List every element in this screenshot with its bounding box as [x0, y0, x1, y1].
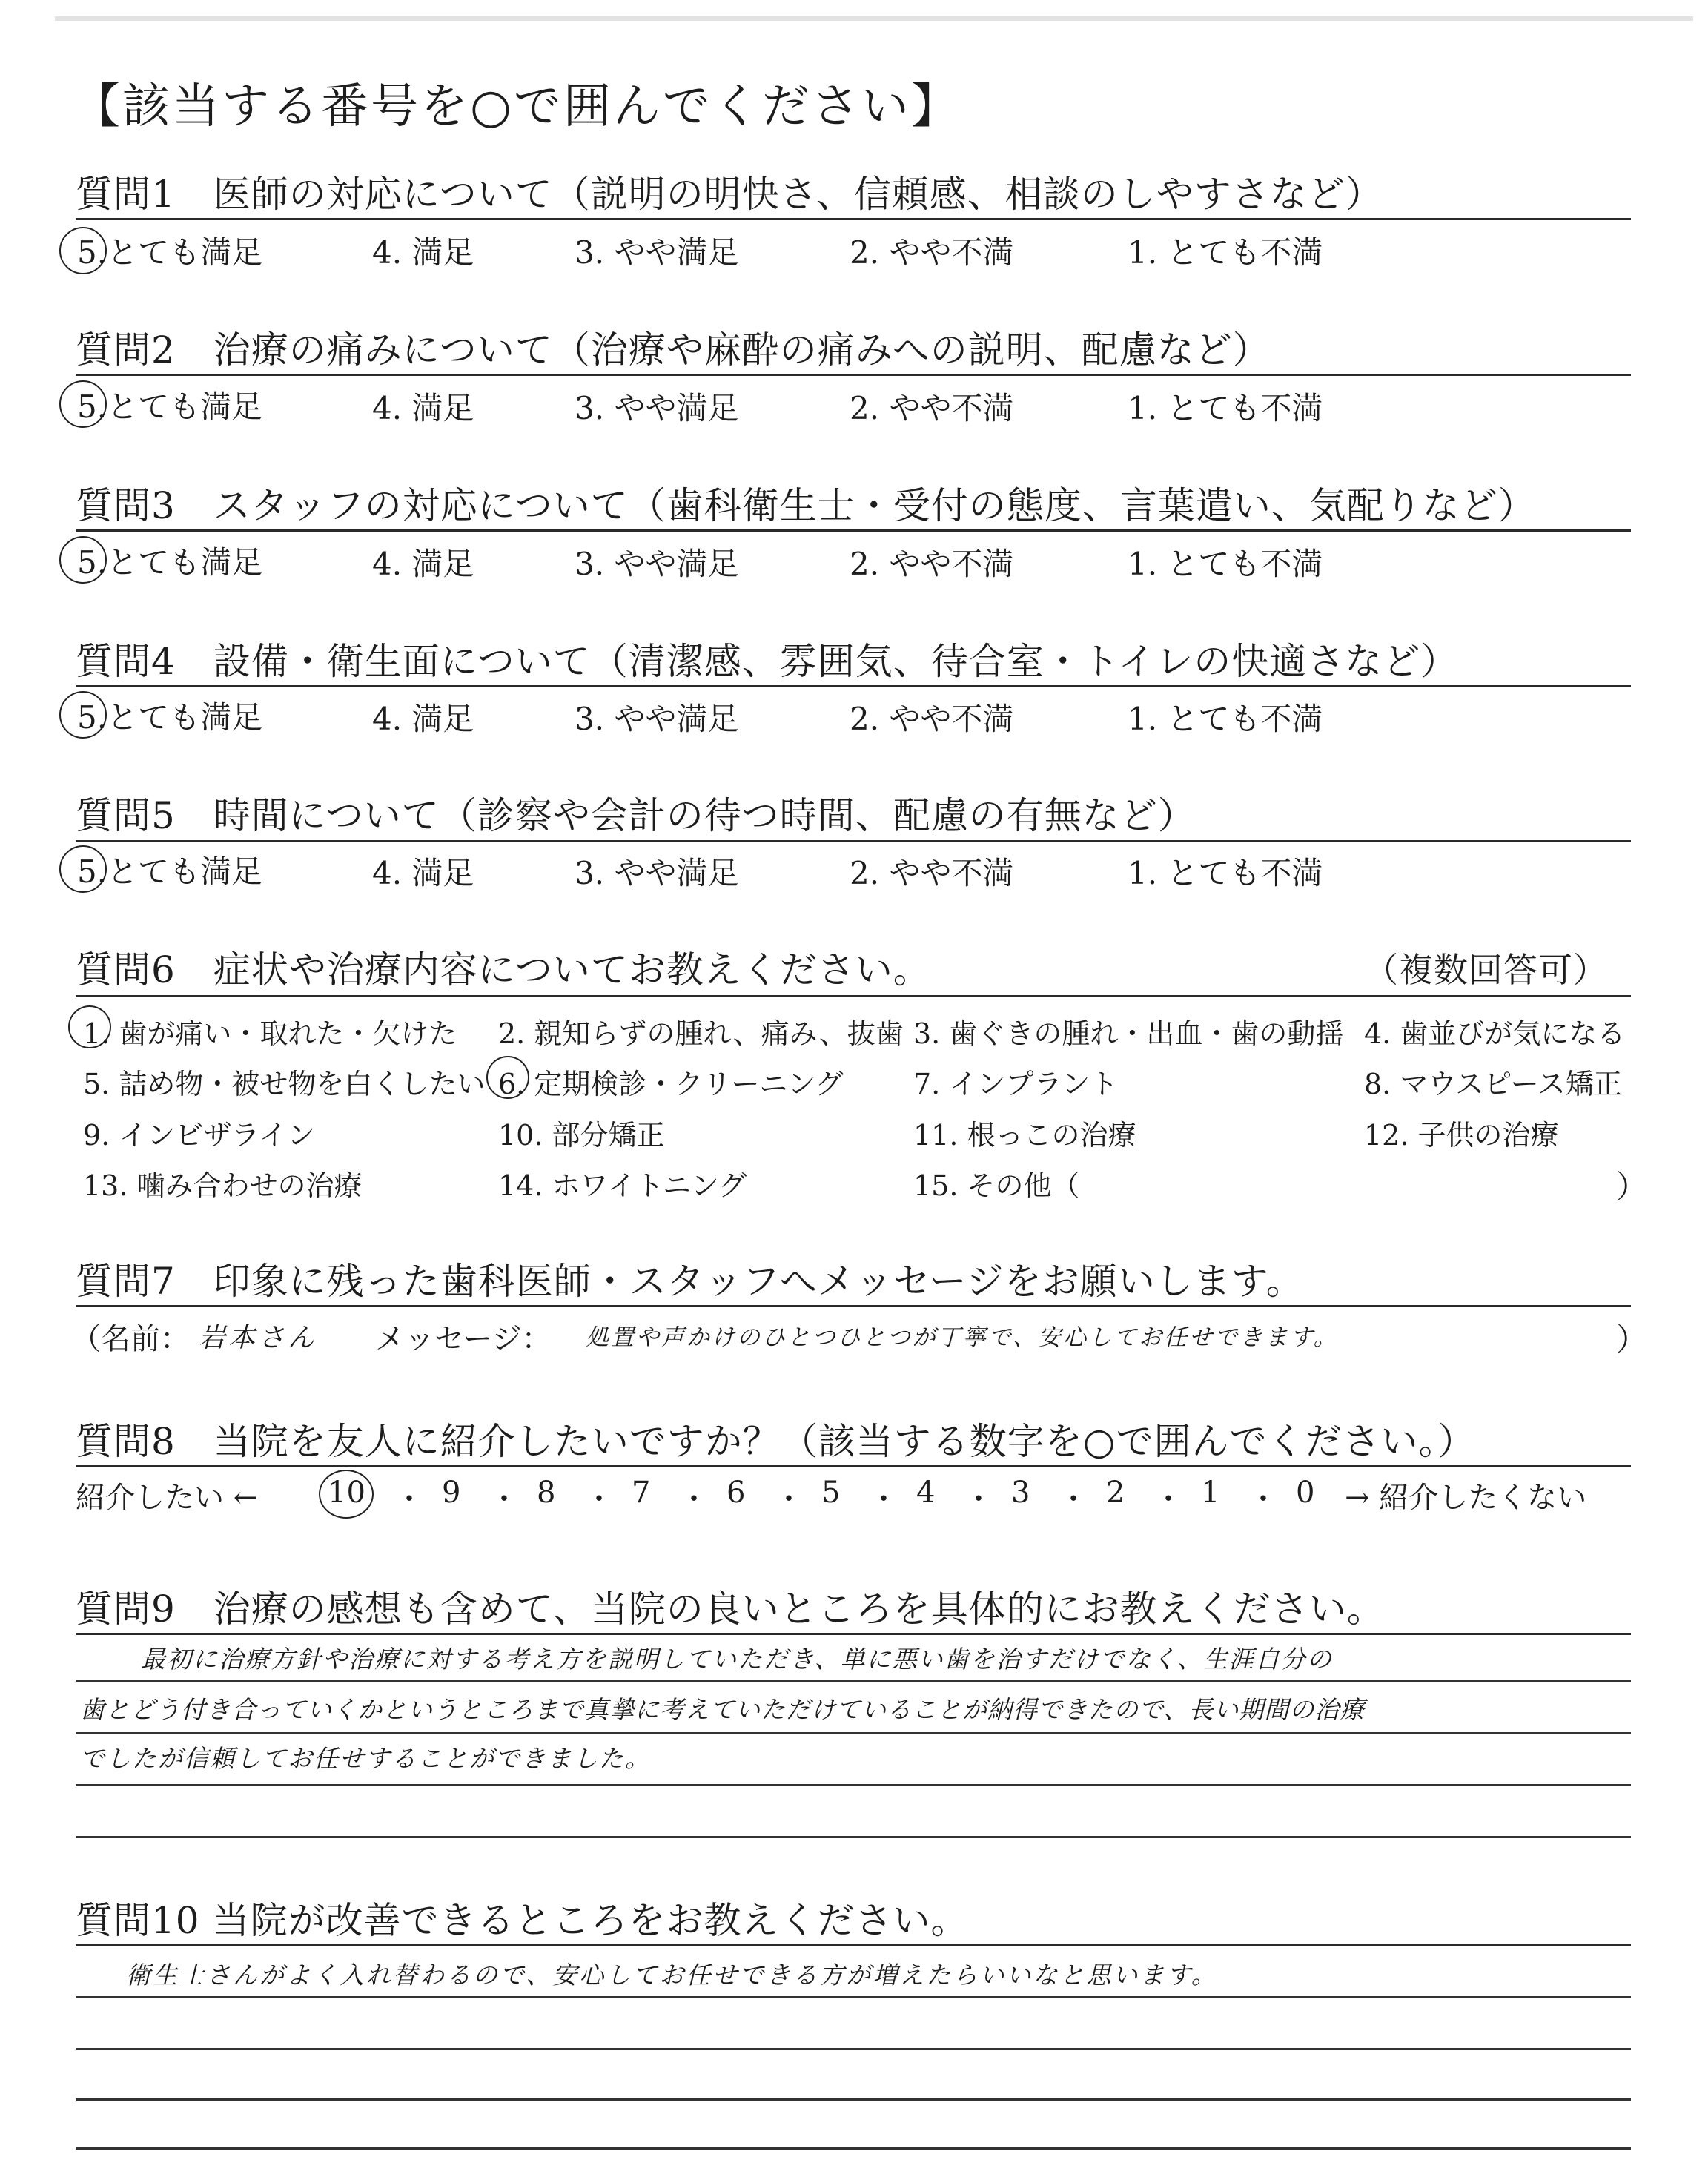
q3-option-3[interactable]: 3. やや満足 — [575, 546, 739, 582]
q8-scale-4[interactable]: 4 — [916, 1476, 936, 1510]
page-title: 【該当する番号を○で囲んでください】 — [73, 79, 961, 134]
q3-heading: 質問3 スタッフの対応について（歯科衛生士・受付の態度、言葉遣い、気配りなど） — [76, 484, 1536, 527]
q8-scale-6[interactable]: 6 — [726, 1476, 746, 1510]
q9-answer-line-1[interactable]: 最初に治療方針や治療に対する考え方を説明していただき、単に悪い歯を治すだけでなく、生涯自分の — [141, 1645, 1334, 1674]
q8-sep: ・ — [1153, 1482, 1183, 1516]
q8-sep: ・ — [1248, 1482, 1278, 1516]
q1-option-2[interactable]: 2. やや不満 — [850, 234, 1014, 271]
q8-sep: ・ — [774, 1482, 804, 1516]
q8-sep: ・ — [1059, 1482, 1088, 1516]
q10-write-rule — [76, 2098, 1631, 2101]
q8-sep: ・ — [869, 1482, 898, 1516]
q4-rule — [76, 685, 1631, 687]
q1-option-3[interactable]: 3. やや満足 — [575, 234, 739, 271]
q9-write-rule — [76, 1836, 1631, 1838]
q2-option-4[interactable]: 4. 満足 — [372, 390, 474, 426]
q2-rule — [76, 374, 1631, 376]
q8-sep: ・ — [964, 1482, 993, 1516]
q9-write-rule — [76, 1732, 1631, 1734]
q4-option-2[interactable]: 2. やや不満 — [850, 701, 1014, 737]
q8-sep: ・ — [394, 1482, 424, 1516]
q1-option-4[interactable]: 4. 満足 — [372, 234, 474, 271]
q8-scale-0[interactable]: 0 — [1296, 1476, 1315, 1510]
q8-sep: ・ — [489, 1482, 519, 1516]
q3-option-1[interactable]: 1. とても不満 — [1128, 546, 1323, 582]
q8-scale-8[interactable]: 8 — [537, 1476, 556, 1510]
q3-option-5[interactable]: 5.とても満足 — [77, 544, 263, 581]
q8-scale-7[interactable]: 7 — [632, 1476, 651, 1510]
q8-scale-2[interactable]: 2 — [1106, 1476, 1125, 1510]
q4-option-4[interactable]: 4. 満足 — [372, 701, 474, 737]
q6-heading: 質問6 症状や治療内容についてお教えください。 — [76, 948, 931, 991]
q6-option-1[interactable]: 1. 歯が痛い・取れた・欠けた — [83, 1017, 457, 1050]
q8-sep: ・ — [679, 1482, 709, 1516]
q4-heading: 質問4 設備・衛生面について（清潔感、雰囲気、待合室・トイレの快適さなど） — [76, 640, 1459, 683]
q6-close-paren: ） — [1616, 1169, 1648, 1205]
q5-option-1[interactable]: 1. とても不満 — [1128, 855, 1323, 891]
q3-option-4[interactable]: 4. 満足 — [372, 546, 474, 582]
q5-rule — [76, 840, 1631, 842]
q6-option-15[interactable]: 15. その他（ — [913, 1169, 1080, 1202]
q9-heading: 質問9 治療の感想も含めて、当院の良いところを具体的にお教えください。 — [76, 1588, 1385, 1631]
q9-answer-line-2[interactable]: 歯とどう付き合っていくかというところまで真摯に考えていただけていることが納得できたので、長い期間の治療 — [80, 1695, 1366, 1724]
q6-option-6[interactable]: 6. 定期検診・クリーニング — [498, 1068, 844, 1100]
q8-scale-10[interactable]: 10 — [328, 1476, 365, 1510]
q7-heading: 質問7 印象に残った歯科医師・スタッフへメッセージをお願いします。 — [76, 1260, 1304, 1303]
q6-option-13[interactable]: 13. 噛み合わせの治療 — [83, 1169, 363, 1202]
q7-rule — [76, 1305, 1631, 1307]
q2-option-3[interactable]: 3. やや満足 — [575, 390, 739, 426]
q8-left-label: 紹介したい ← — [76, 1481, 259, 1515]
q6-option-7[interactable]: 7. インプラント — [913, 1068, 1119, 1100]
q9-answer-line-3[interactable]: でしたが信頼してお任せすることができました。 — [80, 1744, 651, 1773]
q8-scale-1[interactable]: 1 — [1201, 1476, 1220, 1510]
q8-scale-3[interactable]: 3 — [1011, 1476, 1030, 1510]
q10-rule — [76, 1944, 1631, 1946]
q6-rule — [76, 995, 1631, 997]
q7-message-label: メッセージ： — [375, 1322, 552, 1356]
q3-option-2[interactable]: 2. やや不満 — [850, 546, 1014, 582]
q6-option-9[interactable]: 9. インビザライン — [83, 1119, 316, 1152]
q7-close-paren: ） — [1616, 1321, 1648, 1358]
q5-heading: 質問5 時間について（診察や会計の待つ時間、配慮の有無など） — [76, 794, 1196, 837]
q9-write-rule — [76, 1784, 1631, 1786]
q6-option-3[interactable]: 3. 歯ぐきの腫れ・出血・歯の動揺 — [913, 1017, 1344, 1050]
q6-option-5[interactable]: 5. 詰め物・被せ物を白くしたい — [83, 1068, 486, 1100]
q5-option-4[interactable]: 4. 満足 — [372, 855, 474, 891]
top-border — [55, 16, 1693, 21]
q6-multi-note: （複数回答可） — [1364, 950, 1608, 990]
q8-rule — [76, 1465, 1631, 1467]
q2-option-5[interactable]: 5.とても満足 — [77, 389, 263, 425]
q6-option-11[interactable]: 11. 根っこの治療 — [913, 1119, 1136, 1152]
q6-option-14[interactable]: 14. ホワイトニング — [498, 1169, 747, 1202]
q5-option-2[interactable]: 2. やや不満 — [850, 855, 1014, 891]
q4-option-3[interactable]: 3. やや満足 — [575, 701, 739, 737]
q9-write-rule — [76, 1680, 1631, 1682]
q6-option-2[interactable]: 2. 親知らずの腫れ、痛み、抜歯 — [498, 1017, 904, 1050]
q2-heading: 質問2 治療の痛みについて（治療や麻酔の痛みへの説明、配慮など） — [76, 328, 1271, 371]
q10-heading: 質問10 当院が改善できるところをお教えください。 — [76, 1899, 969, 1942]
q3-rule — [76, 529, 1631, 532]
q6-option-4[interactable]: 4. 歯並びが気になる — [1364, 1017, 1626, 1050]
q4-option-5[interactable]: 5.とても満足 — [77, 699, 263, 736]
q1-heading: 質問1 医師の対応について（説明の明快さ、信頼感、相談のしやすさなど） — [76, 173, 1383, 216]
q9-rule — [76, 1633, 1631, 1635]
q1-rule — [76, 218, 1631, 220]
q8-heading: 質問8 当院を友人に紹介したいですか？（該当する数字を○で囲んでください。） — [76, 1420, 1476, 1463]
q6-option-8[interactable]: 8. マウスピース矯正 — [1364, 1068, 1622, 1100]
q7-message-value[interactable]: 処置や声かけのひとつひとつが丁寧で、安心してお任せできます。 — [586, 1324, 1339, 1351]
q5-option-3[interactable]: 3. やや満足 — [575, 855, 739, 891]
q6-option-12[interactable]: 12. 子供の治療 — [1364, 1119, 1559, 1152]
q8-scale-9[interactable]: 9 — [442, 1476, 461, 1510]
q7-name-label: （名前： — [71, 1322, 190, 1356]
q4-option-1[interactable]: 1. とても不満 — [1128, 701, 1323, 737]
q10-write-rule — [76, 1996, 1631, 1998]
q10-write-rule — [76, 2147, 1631, 2150]
q8-scale-5[interactable]: 5 — [821, 1476, 841, 1510]
q10-write-rule — [76, 2048, 1631, 2050]
q2-option-1[interactable]: 1. とても不満 — [1128, 390, 1323, 426]
q8-sep: ・ — [584, 1482, 614, 1516]
q5-option-5[interactable]: 5.とても満足 — [77, 853, 263, 890]
q1-option-1[interactable]: 1. とても不満 — [1128, 234, 1323, 271]
q7-name-value[interactable]: 岩本さん — [199, 1323, 318, 1353]
q10-answer-line-1[interactable]: 衛生士さんがよく入れ替わるので、安心してお任せできる方が増えたらいいなと思います。 — [126, 1961, 1218, 1989]
q1-option-5[interactable]: 5.とても満足 — [77, 234, 263, 271]
q2-option-2[interactable]: 2. やや不満 — [850, 390, 1014, 426]
q8-right-label: → 紹介したくない — [1345, 1481, 1587, 1515]
q6-option-10[interactable]: 10. 部分矯正 — [498, 1119, 665, 1152]
